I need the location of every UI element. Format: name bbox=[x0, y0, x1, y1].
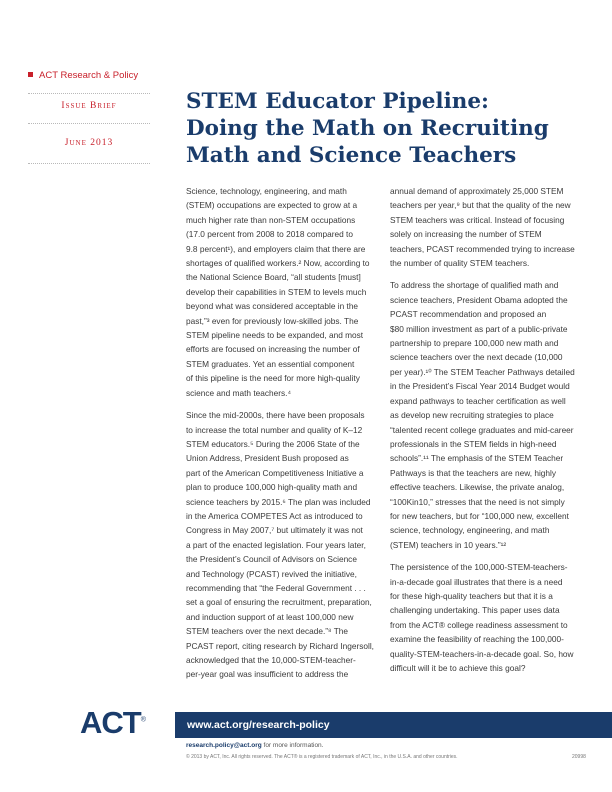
text-line: from the ACT® college readiness assessment to bbox=[390, 619, 568, 630]
text-line: (17.0 percent from 2008 to 2018 compared to bbox=[186, 229, 353, 240]
text-line: recommending that “the Federal Government . . . bbox=[186, 582, 366, 593]
text-line: to increase the total number and quality of K–12 bbox=[186, 424, 363, 435]
paragraph bbox=[390, 278, 575, 552]
text-line: To address the shortage of qualified math and bbox=[390, 280, 559, 291]
text-line: as develop new recruiting strategies to place bbox=[390, 410, 554, 421]
text-line: solely on increasing the number of STEM bbox=[390, 229, 542, 240]
text-line: STEM educators.⁵ During the 2006 State of the bbox=[186, 438, 360, 449]
email-link[interactable]: research.policy@act.org bbox=[186, 742, 262, 749]
text-line: part of the American Competitiveness Initiative a bbox=[186, 467, 364, 478]
text-line: PCAST recommendation and proposed an bbox=[390, 309, 547, 320]
divider bbox=[28, 163, 150, 164]
paragraph bbox=[186, 408, 374, 682]
act-logo bbox=[80, 705, 146, 741]
title-line: Doing the Math on Recruiting bbox=[186, 116, 549, 141]
text-line: partnership to prepare 100,000 new math and bbox=[390, 338, 559, 349]
text-line: STEM teachers was critical. Instead of focusing bbox=[390, 214, 565, 225]
text-line: teachers per year,⁹ but that the quality of the new bbox=[390, 200, 571, 211]
text-line: and Technology (PCAST) revived the initiative, bbox=[186, 568, 357, 579]
text-line: a part of the enacted legislation. Four years later, bbox=[186, 539, 366, 550]
text-line: 9.8 percent¹), and employers claim that there are bbox=[186, 243, 366, 254]
text-line: per year).¹⁰ The STEM Teacher Pathways detailed bbox=[390, 366, 575, 377]
url-bar bbox=[175, 712, 612, 738]
text-line: teachers, PCAST recommended trying to increase bbox=[390, 243, 575, 254]
website-link[interactable]: www.act.org/research-policy bbox=[187, 719, 330, 731]
text-line: in-a-decade goal illustrates that there is a need bbox=[390, 576, 563, 587]
text-line: the President’s Council of Advisors on Science bbox=[186, 554, 357, 565]
copyright-notice: © 2013 by ACT, Inc. All rights reserved. The ACT® is a registered trademark of ACT, Inc., in the U.S.A. and other countries. bbox=[186, 754, 458, 760]
brand-square-icon bbox=[28, 72, 33, 77]
text-line: in the President’s Fiscal Year 2014 Budget would bbox=[390, 381, 570, 392]
right-column bbox=[390, 184, 575, 683]
text-line: science and math teachers.⁴ bbox=[186, 387, 292, 398]
text-line: The persistence of the 100,000-STEM-teachers- bbox=[390, 562, 568, 573]
text-line: for new teachers, but for “100,000 new, excellent bbox=[390, 510, 569, 521]
brand-text: ACT Research & Policy bbox=[39, 70, 139, 81]
text-line: beyond what was considered acceptable in the bbox=[186, 301, 359, 312]
title-line: STEM Educator Pipeline: bbox=[186, 89, 489, 114]
text-line: STEM teachers over the next decade.”⁸ The bbox=[186, 626, 348, 637]
text-line: examine the feasibility of reaching the 100,000- bbox=[390, 634, 564, 645]
text-line: of this pipeline is the need for more high-quality bbox=[186, 373, 360, 384]
text-line: expand pathways to teacher certification as well bbox=[390, 395, 566, 406]
text-line: science teachers by 2015.⁶ The plan was included bbox=[186, 496, 371, 507]
page-title bbox=[186, 88, 596, 169]
text-line: efforts are focused on increasing the number of bbox=[186, 344, 360, 355]
text-line: challenging undertaking. This paper uses data bbox=[390, 605, 560, 616]
text-line: “talented recent college graduates and mid-career bbox=[390, 424, 574, 435]
text-line: Pathways is that the teachers are new, highly bbox=[390, 467, 557, 478]
title-line: Math and Science Teachers bbox=[186, 143, 517, 168]
text-line: effective teachers. Likewise, the private analog, bbox=[390, 482, 565, 493]
text-line: Congress in May 2007,⁷ but ultimately it was not bbox=[186, 525, 363, 536]
text-line: Union Address, President Bush proposed as bbox=[186, 453, 349, 464]
text-line: STEM graduates. Yet an essential component bbox=[186, 358, 355, 369]
text-line: develop their capabilities in STEM to levels much bbox=[186, 286, 367, 297]
text-line: Since the mid-2000s, there have been proposals bbox=[186, 410, 365, 421]
paragraph bbox=[390, 184, 575, 270]
logo-text: ACT bbox=[80, 705, 141, 740]
text-line: annual demand of approximately 25,000 STEM bbox=[390, 186, 564, 196]
left-column bbox=[186, 184, 374, 690]
issue-type: Issue Brief bbox=[61, 101, 117, 111]
text-line: (STEM) occupations are expected to grow at a bbox=[186, 200, 358, 211]
text-line: shortages of qualified workers.² Now, according to bbox=[186, 258, 370, 269]
text-line: professionals in the STEM fields in high-need bbox=[390, 438, 557, 449]
text-line: science teachers over the next decade (10,000 bbox=[390, 352, 563, 363]
text-line: the number of quality STEM teachers. bbox=[390, 258, 530, 269]
text-line: schools”.¹¹ The emphasis of the STEM Teacher bbox=[390, 453, 564, 464]
text-line: much higher rate than non-STEM occupations bbox=[186, 214, 356, 225]
text-line: past,”³ even for previously low-skilled jobs. The bbox=[186, 315, 359, 326]
text-line: for these high-quality teachers but that it is a bbox=[390, 590, 553, 601]
text-line: quality-STEM-teachers-in-a-decade goal. So, how bbox=[390, 648, 574, 659]
paragraph bbox=[186, 184, 368, 400]
text-line: “100Kin10,” stresses that the need is not simply bbox=[390, 496, 565, 507]
text-line: and induction support of at least 100,000 new bbox=[186, 611, 354, 622]
text-line: STEM pipeline needs to be expanded, and most bbox=[186, 330, 364, 341]
text-line: difficult will it be to achieve this goal? bbox=[390, 663, 526, 673]
text-line: per-year goal was insufficient to address the bbox=[186, 669, 349, 680]
document-code: 20998 bbox=[572, 754, 586, 760]
text-line: acknowledged that the 10,000-STEM-teacher- bbox=[186, 655, 356, 665]
text-line: in the America COMPETES Act as introduced to bbox=[186, 510, 363, 521]
issue-date: June 2013 bbox=[64, 138, 114, 148]
text-line: (STEM) teachers in 10 years.”¹² bbox=[390, 539, 507, 550]
text-line: the National Science Board, “all students [must] bbox=[186, 272, 361, 283]
logo-registered-mark: ® bbox=[140, 716, 146, 724]
contact-line bbox=[186, 742, 323, 749]
paragraph bbox=[390, 560, 572, 675]
text-line: set a goal of ensuring the recruitment, preparation, bbox=[186, 597, 372, 608]
text-line: PCAST report, citing research by Richard Ingersoll, bbox=[186, 640, 374, 651]
text-line: science, technology, engineering, and math bbox=[390, 525, 550, 536]
text-line: science teachers, President Obama adopted the bbox=[390, 294, 568, 305]
divider bbox=[28, 123, 150, 124]
brand-label bbox=[28, 70, 138, 81]
text-line: $80 million investment as part of a public-private bbox=[390, 323, 568, 334]
divider bbox=[28, 93, 150, 94]
contact-suffix: for more information. bbox=[261, 742, 324, 749]
text-line: Science, technology, engineering, and math bbox=[186, 186, 347, 196]
text-line: plan to produce 100,000 high-quality math and bbox=[186, 482, 358, 493]
